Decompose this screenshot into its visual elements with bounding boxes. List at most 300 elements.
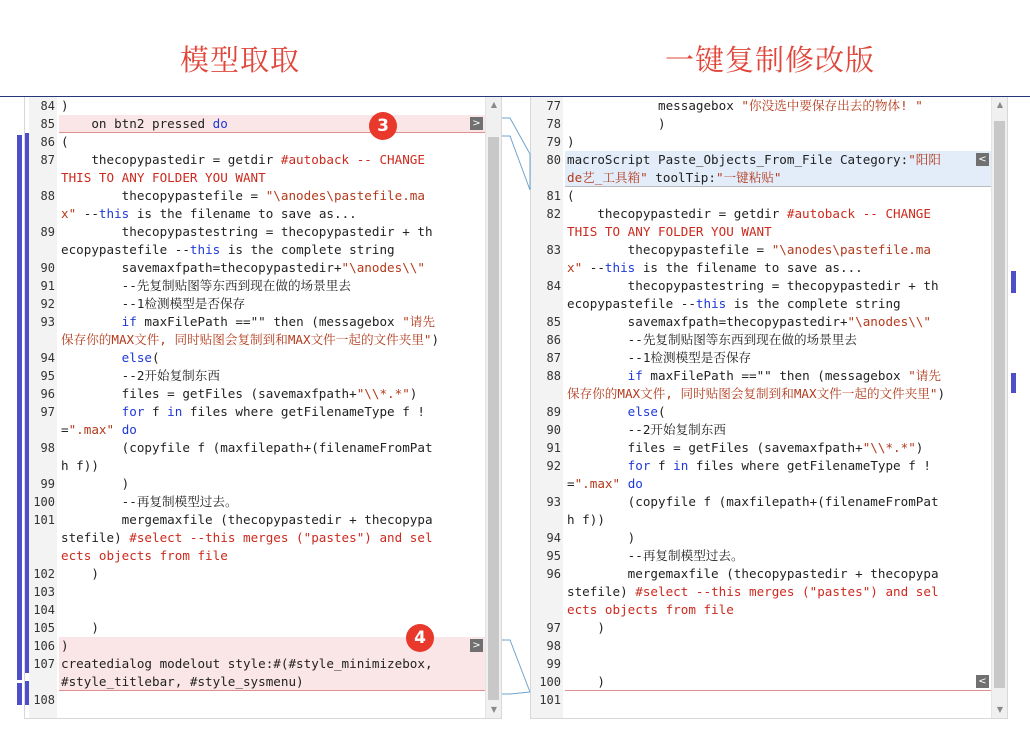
line-number: 99 [546, 657, 561, 671]
token-str: "\anodes\pastefile.ma [771, 242, 931, 257]
line-highlight [565, 655, 991, 673]
scroll-up-arrow-icon[interactable]: ▲ [996, 100, 1004, 109]
token: --1检测模型是否保存 [61, 296, 246, 311]
code-text [61, 259, 425, 277]
token: stefile) [61, 530, 130, 545]
code-text [61, 493, 238, 511]
token: mergemaxfile (thecopypastedir + thecopypa [61, 512, 433, 527]
line-number: 97 [546, 621, 561, 635]
code-text [61, 421, 137, 439]
code-line[interactable] [25, 367, 485, 385]
copy-right-arrow-button[interactable]: > [470, 117, 483, 130]
line-highlight [59, 565, 485, 583]
line-number: 84 [40, 99, 55, 113]
line-number: 98 [40, 441, 55, 455]
token-str: x" [61, 206, 77, 221]
right-vertical-scrollbar[interactable] [991, 97, 1007, 718]
code-line[interactable] [531, 655, 991, 673]
code-line[interactable] [531, 691, 991, 709]
token: is the filename to save as... [129, 206, 357, 221]
token: createdialog modelout style:#(#style_minimizebox, [61, 656, 433, 671]
token-cmt: #select --this merges ("pastes") and sel [635, 584, 939, 599]
code-text [567, 421, 726, 439]
token: files where getFilenameType f ! [688, 458, 931, 473]
code-line[interactable] [531, 583, 991, 601]
code-text [61, 475, 129, 493]
token: ) [61, 638, 69, 653]
token: ) [431, 332, 440, 347]
code-line[interactable] [531, 349, 991, 367]
code-text [61, 655, 433, 673]
token-str: "你没选中要保存出去的物体! " [741, 98, 923, 113]
line-highlight [565, 637, 991, 655]
code-text [61, 619, 99, 637]
code-line[interactable] [25, 241, 485, 259]
code-text [567, 97, 923, 115]
line-number: 107 [33, 657, 55, 671]
token: files = getFiles (savemaxfpath+ [567, 440, 863, 455]
token: thecopypastefile = [567, 242, 772, 257]
token-str: "请先 [908, 368, 941, 383]
step-badge-3: 3 [369, 112, 397, 140]
token: files where getFilenameType f ! [182, 404, 425, 419]
line-highlight [59, 97, 485, 115]
code-text [567, 259, 863, 277]
token: ) [409, 386, 418, 401]
token: mergemaxfile (thecopypastedir + thecopypa [567, 566, 939, 581]
line-number: 83 [546, 243, 561, 257]
token: messagebox [567, 98, 742, 113]
code-text [61, 205, 357, 223]
code-text [61, 403, 425, 421]
code-line[interactable] [531, 457, 991, 475]
token: -- [76, 206, 99, 221]
line-number: 93 [40, 315, 55, 329]
token: ) [61, 566, 99, 581]
code-text [567, 511, 605, 529]
token: savemaxfpath=thecopypastedir+ [61, 260, 342, 275]
code-line[interactable] [25, 223, 485, 241]
token-str: "\anodes\pastefile.ma [265, 188, 425, 203]
copy-left-arrow-button[interactable]: < [976, 675, 989, 688]
code-line[interactable] [25, 259, 485, 277]
token-str: 保存你的MAX文件, 同时贴图会复制到和MAX文件一起的文件夹里" [61, 332, 432, 347]
token: thecopypastedir = getdir [567, 206, 787, 221]
code-text [61, 367, 220, 385]
line-number: 106 [33, 639, 55, 653]
line-number: 95 [40, 369, 55, 383]
line-number: 97 [40, 405, 55, 419]
token-cmt: THIS TO ANY FOLDER YOU WANT [567, 224, 772, 239]
code-line[interactable] [25, 439, 485, 457]
token: ecopypastefile -- [567, 296, 696, 311]
code-line[interactable] [531, 673, 991, 691]
token: toolTip: [647, 170, 716, 185]
code-text [61, 313, 435, 331]
line-number: 96 [40, 387, 55, 401]
line-highlight [59, 601, 485, 619]
code-text [567, 439, 923, 457]
line-number: 102 [33, 567, 55, 581]
line-number: 94 [40, 351, 55, 365]
code-text [61, 349, 160, 367]
line-highlight [565, 511, 991, 529]
token-cmt: ects objects from file [567, 602, 734, 617]
line-number: 86 [40, 135, 55, 149]
line-number: 79 [546, 135, 561, 149]
line-highlight [59, 583, 485, 601]
token: --先复制贴图等东西到现在做的场景里去 [567, 332, 857, 347]
token: = [567, 476, 575, 491]
code-text [61, 565, 99, 583]
code-line[interactable] [25, 133, 485, 151]
line-number: 105 [33, 621, 55, 635]
line-highlight [565, 187, 991, 205]
code-text [567, 619, 605, 637]
line-number: 87 [546, 351, 561, 365]
code-text [61, 439, 433, 457]
code-line[interactable] [531, 511, 991, 529]
token: maxFilePath =="" then (messagebox [642, 368, 909, 383]
token: stefile) [567, 584, 636, 599]
code-line[interactable] [25, 295, 485, 313]
code-line[interactable] [531, 421, 991, 439]
line-number: 89 [546, 405, 561, 419]
code-text [567, 331, 857, 349]
token [114, 422, 122, 437]
code-text [567, 673, 605, 691]
code-line[interactable] [531, 475, 991, 493]
code-line[interactable] [531, 385, 991, 403]
code-text [61, 133, 69, 151]
code-line[interactable] [531, 295, 991, 313]
token-str: "一键粘贴" [715, 170, 782, 185]
token: -- [582, 260, 605, 275]
scroll-up-arrow-icon[interactable]: ▲ [490, 100, 498, 109]
code-line[interactable] [25, 493, 485, 511]
token [61, 314, 122, 329]
code-text [61, 169, 266, 187]
code-line[interactable] [531, 241, 991, 259]
code-line[interactable] [531, 601, 991, 619]
code-text [567, 115, 666, 133]
overview-change-marker [17, 683, 22, 705]
code-line[interactable] [25, 331, 485, 349]
scroll-down-arrow-icon[interactable]: ▼ [490, 705, 498, 714]
code-text [567, 223, 772, 241]
line-number: 80 [546, 153, 561, 167]
code-line[interactable] [531, 529, 991, 547]
token: ) [567, 134, 575, 149]
right-title: 一键复制修改版 [665, 43, 876, 77]
token-kw: this [695, 296, 727, 311]
token: thecopypastedir = getdir [61, 152, 281, 167]
code-line[interactable] [25, 115, 485, 133]
line-number: 81 [546, 189, 561, 203]
code-line[interactable] [531, 313, 991, 331]
token-str: ".max" [68, 422, 115, 437]
left-overview-strip[interactable] [16, 97, 24, 719]
code-line[interactable] [531, 367, 991, 385]
code-line[interactable] [531, 619, 991, 637]
token-str: "\\*.*" [862, 440, 916, 455]
token: ecopypastefile -- [61, 242, 190, 257]
token-kw: for [121, 404, 145, 419]
code-text [567, 349, 751, 367]
line-number: 100 [33, 495, 55, 509]
token [61, 404, 122, 419]
token: ) [61, 98, 69, 113]
token-kw: this [98, 206, 130, 221]
token: ( [658, 404, 666, 419]
code-text [567, 475, 643, 493]
code-text [567, 493, 939, 511]
code-line[interactable] [531, 133, 991, 151]
code-text [567, 151, 941, 169]
token-cmt: THIS TO ANY FOLDER YOU WANT [61, 170, 266, 185]
token: ( [152, 350, 160, 365]
token: ) [915, 440, 924, 455]
code-line[interactable] [25, 421, 485, 439]
code-line[interactable] [25, 277, 485, 295]
token-kw: this [604, 260, 636, 275]
token: f [144, 404, 168, 419]
line-number: 82 [546, 207, 561, 221]
token: h f)) [61, 458, 99, 473]
line-highlight [59, 133, 485, 151]
code-line[interactable] [25, 313, 485, 331]
line-number: 85 [546, 315, 561, 329]
code-text [61, 241, 395, 259]
line-highlight [59, 457, 485, 475]
code-line[interactable] [531, 151, 991, 169]
code-text [567, 529, 635, 547]
code-line[interactable] [25, 349, 485, 367]
code-text [61, 151, 425, 169]
right-code-lines[interactable] [531, 97, 991, 718]
token: --2开始复制东西 [61, 368, 220, 383]
token [567, 458, 628, 473]
token-str: "请先 [402, 314, 435, 329]
token-kw: if [627, 368, 643, 383]
token: --再复制模型过去。 [61, 494, 238, 509]
token: files = getFiles (savemaxfpath+ [61, 386, 357, 401]
token: is the filename to save as... [635, 260, 863, 275]
code-line[interactable] [531, 115, 991, 133]
code-text [61, 385, 417, 403]
line-number: 85 [40, 117, 55, 131]
code-text [61, 529, 433, 547]
code-line[interactable] [531, 547, 991, 565]
token: f [650, 458, 674, 473]
token-kw: for [627, 458, 651, 473]
code-line[interactable] [25, 547, 485, 565]
code-line[interactable] [531, 223, 991, 241]
token: is the complete string [220, 242, 395, 257]
token: thecopypastestring = thecopypastedir + th [567, 278, 939, 293]
line-number: 88 [40, 189, 55, 203]
token-kw: do [212, 116, 228, 131]
line-number: 100 [539, 675, 561, 689]
code-line[interactable] [25, 673, 485, 691]
token-cmt: ects objects from file [61, 548, 228, 563]
line-number: 91 [40, 279, 55, 293]
token-str: "\\*.*" [356, 386, 410, 401]
copy-left-arrow-button[interactable]: < [976, 153, 989, 166]
line-number: 88 [546, 369, 561, 383]
line-number: 101 [33, 513, 55, 527]
code-text [567, 313, 931, 331]
token-str: de艺_工具箱" [567, 170, 648, 185]
token: ( [567, 188, 575, 203]
copy-right-arrow-button[interactable]: > [470, 639, 483, 652]
token: #style_titlebar, #style_sysmenu) [61, 674, 304, 689]
code-line[interactable] [25, 475, 485, 493]
code-line[interactable] [531, 187, 991, 205]
right-overview-strip[interactable] [1010, 97, 1018, 719]
code-text [61, 457, 99, 475]
line-number: 92 [546, 459, 561, 473]
token: ) [61, 476, 130, 491]
code-text [61, 511, 433, 529]
line-number: 98 [546, 639, 561, 653]
line-number: 84 [546, 279, 561, 293]
code-text [567, 403, 666, 421]
code-line[interactable] [531, 277, 991, 295]
code-text [61, 223, 433, 241]
code-line[interactable] [25, 601, 485, 619]
token: ) [567, 620, 605, 635]
token-kw: do [627, 476, 643, 491]
code-line[interactable] [25, 151, 485, 169]
scroll-thumb[interactable] [488, 137, 499, 700]
token: --2开始复制东西 [567, 422, 726, 437]
code-line[interactable] [25, 529, 485, 547]
code-line[interactable] [25, 691, 485, 709]
right-code-pane[interactable] [530, 97, 1008, 719]
code-line[interactable] [531, 205, 991, 223]
code-line[interactable] [531, 493, 991, 511]
line-number: 104 [33, 603, 55, 617]
line-number: 99 [40, 477, 55, 491]
code-text [567, 133, 575, 151]
token [567, 368, 628, 383]
token: ) [567, 674, 605, 689]
code-text [567, 187, 575, 205]
code-line[interactable] [25, 565, 485, 583]
code-line[interactable] [531, 169, 991, 187]
token [61, 350, 122, 365]
code-line[interactable] [25, 169, 485, 187]
line-number: 78 [546, 117, 561, 131]
code-line[interactable] [25, 385, 485, 403]
line-number: 91 [546, 441, 561, 455]
code-line[interactable] [531, 439, 991, 457]
step-badge-4: 4 [406, 624, 434, 652]
token-str: "阳阳 [908, 152, 941, 167]
line-highlight [565, 133, 991, 151]
token [620, 476, 628, 491]
code-text [567, 385, 945, 403]
line-number: 103 [33, 585, 55, 599]
code-line[interactable] [531, 403, 991, 421]
code-text [567, 169, 782, 187]
token-kw: do [121, 422, 137, 437]
code-text [567, 241, 931, 259]
token-kw: if [121, 314, 137, 329]
code-text [567, 601, 734, 619]
code-line[interactable] [531, 565, 991, 583]
token: h f)) [567, 512, 605, 527]
token-cmt: #select --this merges ("pastes") and sel [129, 530, 433, 545]
scroll-thumb[interactable] [994, 121, 1005, 688]
line-number: 86 [546, 333, 561, 347]
code-text [567, 565, 939, 583]
token: ) [567, 530, 636, 545]
code-line[interactable] [531, 97, 991, 115]
code-line[interactable] [25, 187, 485, 205]
token: savemaxfpath=thecopypastedir+ [567, 314, 848, 329]
code-text [567, 295, 901, 313]
code-text [61, 115, 228, 133]
token: ) [937, 386, 946, 401]
scroll-down-arrow-icon[interactable]: ▼ [996, 705, 1004, 714]
token-str: "\anodes\\" [341, 260, 425, 275]
code-line[interactable] [25, 511, 485, 529]
code-text [61, 295, 245, 313]
line-number: 90 [546, 423, 561, 437]
line-number: 77 [546, 99, 561, 113]
left-vertical-scrollbar[interactable] [485, 97, 501, 718]
token: thecopypastestring = thecopypastedir + th [61, 224, 433, 239]
line-highlight [565, 619, 991, 637]
token: ( [61, 134, 69, 149]
code-line[interactable] [531, 259, 991, 277]
token: on btn2 pressed [61, 116, 213, 131]
line-highlight [59, 691, 485, 709]
code-text [61, 277, 351, 295]
code-line[interactable] [25, 97, 485, 115]
code-text [61, 331, 439, 349]
token [567, 404, 628, 419]
code-line[interactable] [25, 655, 485, 673]
token: --1检测模型是否保存 [567, 350, 752, 365]
code-text [567, 277, 939, 295]
left-code-pane[interactable] [24, 97, 502, 719]
line-highlight [565, 673, 991, 691]
code-line[interactable] [531, 637, 991, 655]
line-number: 92 [40, 297, 55, 311]
token-kw: else [121, 350, 153, 365]
overview-change-marker [1011, 373, 1016, 393]
code-text [567, 205, 931, 223]
code-line[interactable] [531, 331, 991, 349]
code-text [61, 97, 69, 115]
code-line[interactable] [25, 457, 485, 475]
code-line[interactable] [25, 583, 485, 601]
left-title: 模型取取 [180, 43, 301, 77]
code-line[interactable] [25, 205, 485, 223]
code-line[interactable] [25, 403, 485, 421]
token-kw: in [673, 458, 689, 473]
token-kw: else [627, 404, 659, 419]
token: ) [567, 116, 666, 131]
line-highlight [565, 691, 991, 709]
line-number: 89 [40, 225, 55, 239]
code-text [61, 187, 425, 205]
token: is the complete string [726, 296, 901, 311]
token-kw: this [189, 242, 221, 257]
